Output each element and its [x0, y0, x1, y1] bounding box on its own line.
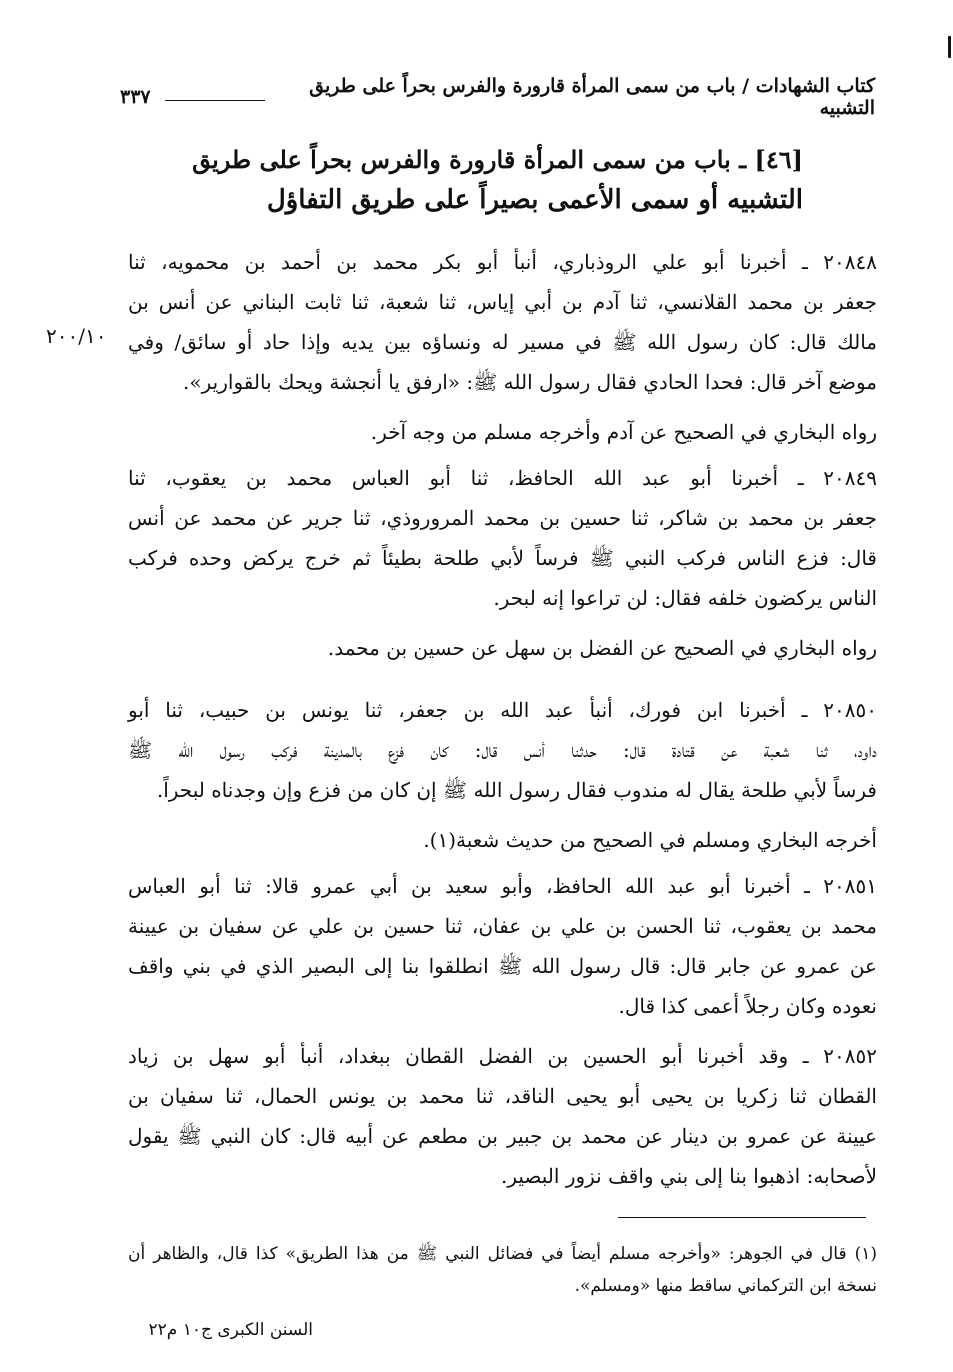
text-line: رواه البخاري في الصحيح عن الفضل بن سهل عن حسين بن محمد.	[327, 636, 877, 660]
text-line: لأصحابه: اذهبوا بنا إلى بني واقف نزور البصير.	[501, 1164, 877, 1188]
footnote-line: (١) قال في الجوهر: «وأخرجه مسلم أيضاً في فضائل النبي ﷺ من هذا الطريق» كذا قال، والظاهر أن	[128, 1244, 877, 1264]
page-number: ٣٣٧	[120, 86, 151, 108]
margin-volume-reference: ٢٠٠/١٠	[46, 324, 107, 348]
running-head	[120, 75, 875, 119]
text-line: ٢٠٨٥٢ ـ وقد أخبرنا أبو الحسين بن الفضل القطان ببغداد، أنبأ أبو سهل بن زياد	[128, 1044, 877, 1068]
text-line: القطان ثنا زكريا بن يحيى أبو يحيى الناقد، ثنا محمد بن يونس الحمال، ثنا سفيان بن	[128, 1084, 877, 1108]
text-line: رواه البخاري في الصحيح عن آدم وأخرجه مسلم من وجه آخر.	[370, 420, 877, 444]
hadith-20850	[128, 690, 877, 810]
hadith-20849	[128, 458, 877, 618]
text-line: مالك قال: كان رسول الله ﷺ في مسير له ونساؤه بين يديه وإذا حاد أو سائق/ وفي	[128, 330, 877, 354]
text-line: ٢٠٨٥٠ ـ أخبرنا ابن فورك، أنبأ عبد الله بن جعفر، ثنا يونس بن حبيب، ثنا أبو	[128, 698, 877, 722]
volume-signature: السنن الكبرى ج١٠ م٢٢	[148, 1320, 313, 1340]
hadith-20848	[128, 242, 877, 402]
text-line: نعوده وكان رجلاً أعمى كذا قال.	[618, 994, 877, 1018]
text-line: محمد بن يعقوب، ثنا الحسن بن علي بن عفان، ثنا حسين بن علي عن سفيان بن عيينة	[128, 914, 877, 938]
text-line: جعفر بن محمد بن شاكر، ثنا حسين بن محمد المروروذي، ثنا جرير عن محمد عن أنس	[128, 506, 878, 530]
text-line: أخرجه البخاري ومسلم في الصحيح من حديث شعبة(١).	[423, 828, 877, 852]
chapter-title-line-2: التشبيه أو سمى الأعمى بصيراً على طريق التفاؤل	[266, 185, 803, 215]
text-line: عيينة عن عمرو بن دينار عن محمد بن جبير بن مطعم عن أبيه قال: كان النبي ﷺ يقول	[128, 1124, 877, 1148]
footnote	[128, 1238, 877, 1302]
hadith-20852	[128, 1036, 877, 1196]
running-head-rule	[165, 100, 265, 101]
text-line: ٢٠٨٤٩ ـ أخبرنا أبو عبد الله الحافظ، ثنا أبو العباس محمد بن يعقوب، ثنا	[128, 466, 877, 490]
text-line: عن عمرو عن جابر قال: قال رسول الله ﷺ انطلقوا بنا إلى البصير الذي في بني واقف	[128, 954, 877, 978]
text-line: فرساً لأبي طلحة يقال له مندوب فقال رسول الله ﷺ إن كان من فزع وإن وجدناه لبحراً.	[156, 778, 877, 802]
text-line: جعفر بن محمد القلانسي، ثنا آدم بن أبي إياس، ثنا شعبة، ثنا ثابت البناني عن أنس بن	[128, 290, 877, 314]
text-line: داود، ثنا شعبة عن قتادة قال: حدثنا أنس قال: كان فزع بالمدينة فركب رسول الله ﷺ	[128, 738, 877, 762]
takhrij-note	[128, 628, 877, 668]
chapter-title	[190, 140, 803, 220]
takhrij-note	[128, 412, 877, 452]
running-head-title: كتاب الشهادات / باب من سمى المرأة قارورة والفرس بحراً على طريق التشبيه	[309, 75, 875, 119]
chapter-title-line-1: [٤٦] ـ باب من سمى المرأة قارورة والفرس بحراً على طريق	[192, 145, 803, 174]
text-line: الناس يركضون خلفه فقال: لن تراعوا إنه لبحر.	[493, 586, 877, 610]
text-line: قال: فزع الناس فركب النبي ﷺ فرساً لأبي طلحة بطيئاً ثم خرج يركض وحده فركب	[128, 546, 877, 570]
footnote-separator	[618, 1217, 866, 1218]
takhrij-note	[128, 820, 877, 860]
text-line: موضع آخر قال: فحدا الحادي فقال رسول الله ﷺ: «ارفق يا أنجشة ويحك بالقوارير».	[183, 370, 877, 394]
hadith-20851	[128, 866, 877, 1026]
text-line: ٢٠٨٤٨ ـ أخبرنا أبو علي الروذباري، أنبأ أبو بكر محمد بن أحمد بن محمويه، ثنا	[128, 250, 877, 274]
text-line: ٢٠٨٥١ ـ أخبرنا أبو عبد الله الحافظ، وأبو سعيد بن أبي عمرو قالا: ثنا أبو العباس	[128, 874, 877, 898]
footnote-line: نسخة ابن التركماني ساقط منها «ومسلم».	[574, 1276, 877, 1296]
page-edge-mark	[948, 36, 951, 58]
